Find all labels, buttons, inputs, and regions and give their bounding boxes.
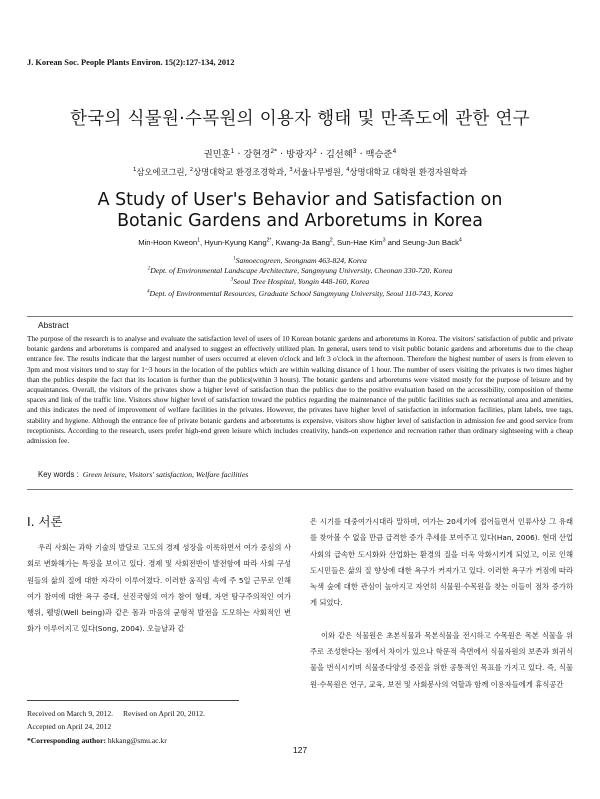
english-author-list: Min-Hoon Kweon$^1$, Hyun-Kyung Kang$^{2*}$, Kwang-Ja Bang$^2$, Sun-Hae Kim$^3$ and Seung-Jun Back$^4$	[138, 237, 462, 247]
body-paragraph: 은 시기를 대중여가시대라 말하며, 여가는 20세기에 접어들면서 인류사상 그 유래를 찾아볼 수 없을 만큼 급격한 증가 추세를 보여주고 있다(Han, 2006). 현대 산업사회의 급속한 도시화와 산업화는 환경의 질을 더욱 악화시키게 되었고, 이로 인해 도시민들은 삶의 질 향상에 대한 욕구가 커져가고 있다. 이러한 욕구가 커짐에 따라 녹색 숲에 대한 관심이 높아지고 자연히 식물원·수목원을 찾는 이들이 점차 증가하게 되었다.	[310, 517, 573, 608]
abstract-body: The purpose of the research is to analyse and evaluate the satisfaction level of users of 10 Korean botanic gardens and arboretums in Korea. The visitors' satisfaction of public and private botanic gardens and arboretums is compared and analysed to suggest an effectively utilized plan. In general, users tend to visit public botanic gardens and arboretums due to the cheap entrance fee. The results indicate that the largest number of users occurred at eleven o'clock and left 3 o'clock in the afternoon. Therefore the highest number of users is from eleven to 3pm and most visitors tend to stay for 1~3 hours in the location of the publics which are within walking distance of 1 hour. The number of users visiting the privates is two times higher than the publics despite the fact that its location is further than the publics(within 3 hours). The botanic gardens and arboretums were visited mostly for the purpose of leisure and by acquaintances. Overall, the visitors of the privates show a higher level of satisfaction than the publics due to the positive evaluation based on the accessibility, composition of theme spaces and link of the traffic line. Visitors show higher level of satisfaction toward the publics regarding the maintenance of the public facilities such as recreational area and amenities, and this indicates the need of improvement of welfare facilities in the privates. However, the privates have higher level of satisfaction in information facilities, plant labels, tree tags, stability and hygiene. Although the entrance fee of private botanic gardens and arboretums is expensive, visitors show higher level of satisfaction in admission fee and good service from receptionists. According to the research, users prefer high-end green leisure which includes creativity, hands-on experience and recreation rather than ordinary sightseeing with a cheap admission fee.	[27, 334, 573, 446]
keywords-value: Green leisure, Visitors' satisfaction, Welfare facilities	[82, 470, 249, 479]
body-paragraph: 우리 사회는 과학 기술의 발달로 고도의 경제 성장을 이룩하면서 여가 중심의 사회로 변화해가는 특징을 보이고 있다. 경제 및 사회전반이 발전함에 따라 사회 구성원들의 삶의 질에 대한 자각이 이루어졌다. 이러한 움직임 속에 주 5일 근무로 인해 여가 참여에 대한 욕구 증대, 선진국형의 여가 참여 형태, 자연 탐구주의적인 여가 행위, 웰빙(Well being)과 같은 몸과 마음의 균형적 발전을 도모하는 사회적인 변화가 이루어지고 있다(Song, 2004). 오늘날과 같	[27, 543, 291, 634]
keywords-label: Key words :	[38, 470, 79, 479]
korean-author: 권민훈$^1$	[203, 147, 235, 160]
author-separator: ·	[280, 149, 284, 160]
body-paragraph: 이와 같은 식물원은 초본식물과 목본식물을 전시하고 수목원은 목본 식물을 위주로 조성한다는 점에서 차이가 있으나 학문적 측면에서 식물자원의 보존과 희귀식물을 번식시키며 식물종다양성 증진을 위한 공통적인 목표를 가지고 있다. 즉, 식물원·수목원은 연구, 교육, 보전 및 사회봉사의 역할과 함께 이용자들에게 휴식공간	[310, 630, 573, 689]
english-affiliation: $^2$Dept. of Environmental Landscape Architecture, Sangmyung University, Cheonan 330-720, Korea	[147, 266, 453, 275]
korean-author: 방광자$^2$	[286, 147, 317, 160]
footnote-accepted: Accepted on April 24, 2012	[27, 722, 112, 732]
journal-citation: J. Korean Soc. People Plants Environ. 15(2):127-134, 2012	[27, 58, 235, 67]
footnote-corresponding: *Corresponding author: hkkang@smu.ac.kr	[27, 735, 167, 745]
author-separator: ·	[359, 149, 363, 160]
korean-author: 강현경$^{2*}$	[243, 147, 278, 160]
page-number: 127	[292, 745, 308, 755]
section-heading: Ⅰ. 서론	[27, 514, 63, 529]
korean-author: 백승준$^4$	[365, 147, 397, 160]
english-affiliation: $^4$Dept. of Environmental Resources, Graduate School Sangmyung University, Seoul 110-743, Korea	[147, 289, 453, 298]
korean-author: 김선혜$^3$	[325, 147, 357, 160]
body-column-left	[27, 540, 291, 638]
keywords	[38, 470, 248, 479]
korean-author-list	[0, 146, 600, 160]
abstract-heading: Abstract	[38, 320, 69, 330]
english-affiliation: $^1$Samoecogreen, Seongnam 463-824, Korea	[233, 256, 367, 265]
author-separator: ·	[237, 149, 241, 160]
korean-title: 한국의 식물원·수목원의 이용자 행태 및 만족도에 관한 연구	[70, 109, 530, 129]
body-column-right	[310, 514, 573, 693]
english-affiliation: $^3$Seoul Tree Hospital, Yongin 448-160, Korea	[230, 277, 370, 286]
footnote-divider	[27, 700, 239, 701]
footnotes	[27, 707, 205, 747]
korean-affiliations: $^1$삼오에코그린, $^2$상명대학교 환경조경학과, $^3$서울나무병원, $^4$상명대학교 대학원 환경자원학과	[132, 167, 467, 177]
footnote-dates: Received on March 9, 2012. Revised on April 20, 2012.	[27, 709, 205, 718]
english-title	[0, 190, 600, 232]
english-title-line: Botanic Gardens and Arboretums in Korea	[117, 211, 483, 231]
english-title-line: A Study of User's Behavior and Satisfaction on	[97, 190, 503, 210]
corresponding-email: hkkang@smu.ac.kr	[107, 735, 167, 745]
author-separator: ·	[319, 149, 323, 160]
